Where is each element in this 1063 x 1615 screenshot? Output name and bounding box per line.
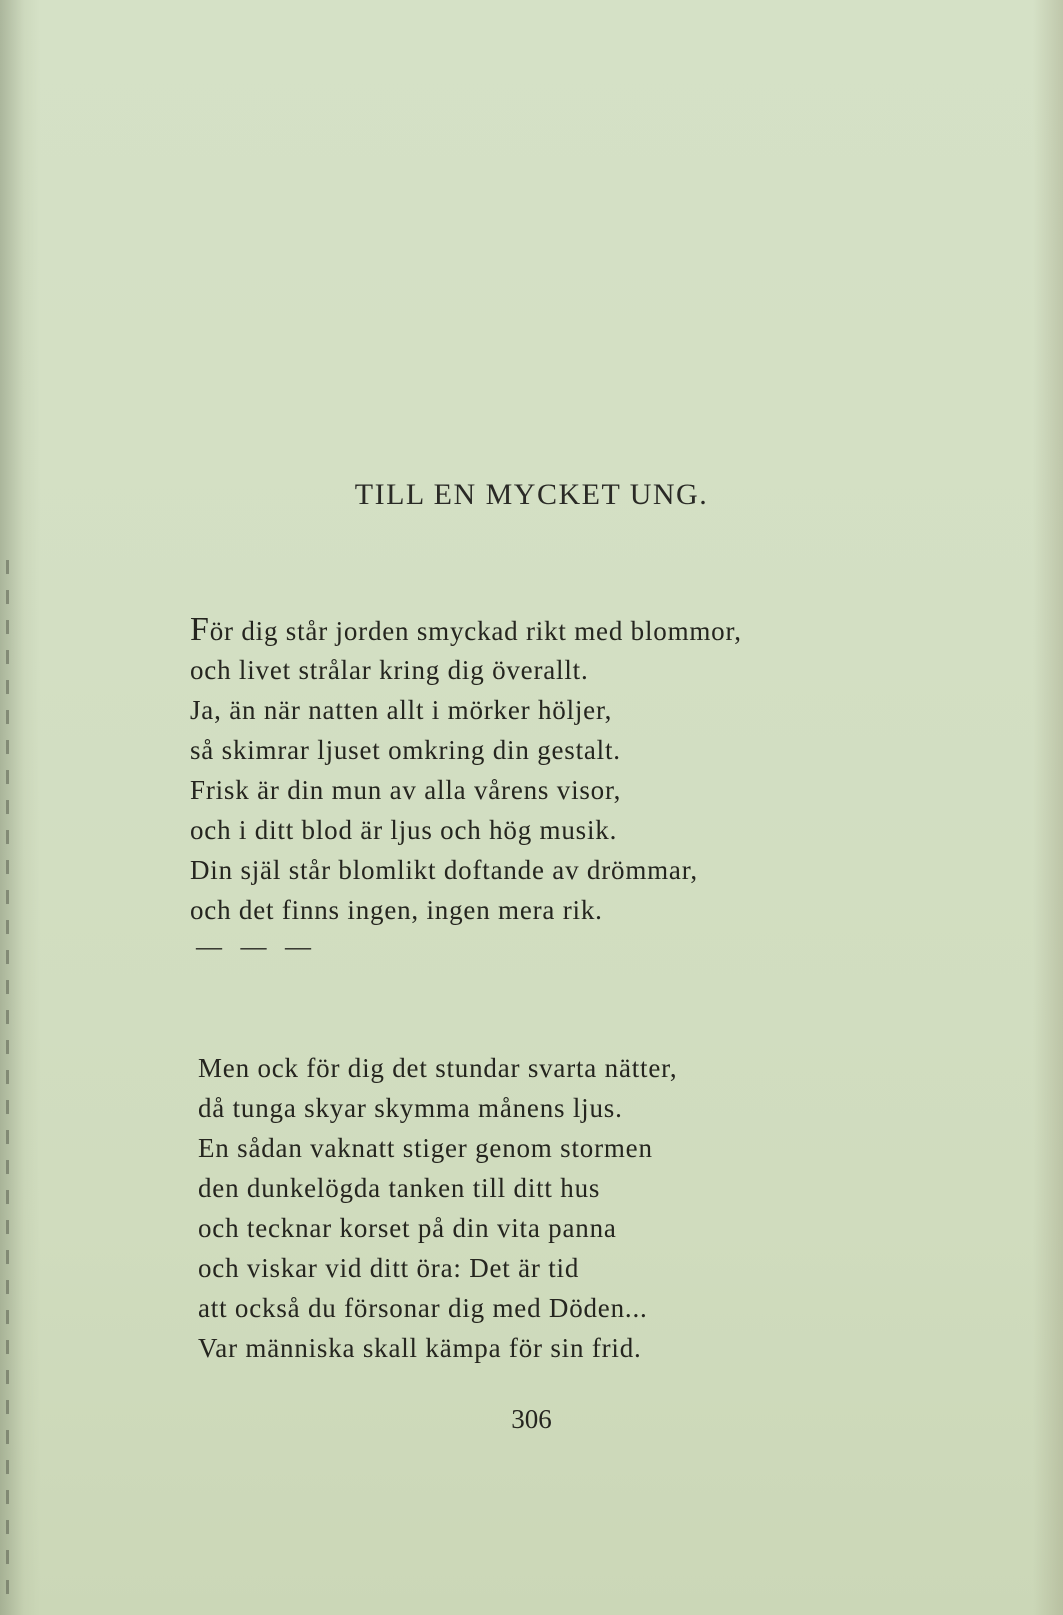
poem-line: och det finns ingen, ingen mera rik. [190, 895, 603, 925]
poem-title: TILL EN MYCKET UNG. [354, 478, 709, 511]
poem-line: En sådan vaknatt stiger genom stormen [198, 1133, 653, 1163]
poem-line: och viskar vid ditt öra: Det är tid [198, 1253, 580, 1283]
poem-line: Din själ står blomlikt doftande av drömmar, [190, 855, 698, 885]
stanza-1 [190, 610, 742, 930]
poem-line: Frisk är din mun av alla vårens visor, [190, 775, 622, 805]
poem-line: den dunkelögda tanken till ditt hus [198, 1173, 601, 1203]
stanza-2 [198, 1048, 677, 1368]
drop-cap: F [190, 611, 210, 648]
poem-line-text: ör dig står jorden smyckad rikt med blommor, [209, 616, 742, 646]
section-separator: — — — [196, 932, 317, 961]
binding-edge [6, 560, 9, 1610]
poem-line [190, 610, 742, 650]
poem-line: Men ock för dig det stundar svarta nätter, [198, 1053, 678, 1083]
page-number: 306 [511, 1404, 552, 1434]
poem-line: och i ditt blod är ljus och hög musik. [190, 815, 618, 845]
poem-line: Var människa skall kämpa för sin frid. [198, 1333, 642, 1363]
page-edge-shadow [1033, 0, 1063, 1615]
poem-line: så skimrar ljuset omkring din gestalt. [190, 735, 621, 765]
poem-line: att också du försonar dig med Döden... [198, 1293, 648, 1323]
poem-line: Ja, än när natten allt i mörker höljer, [190, 695, 613, 725]
poem-line: och tecknar korset på din vita panna [198, 1213, 617, 1243]
poem-line: och livet strålar kring dig överallt. [190, 655, 589, 685]
poem-line: då tunga skyar skymma månens ljus. [198, 1093, 623, 1123]
